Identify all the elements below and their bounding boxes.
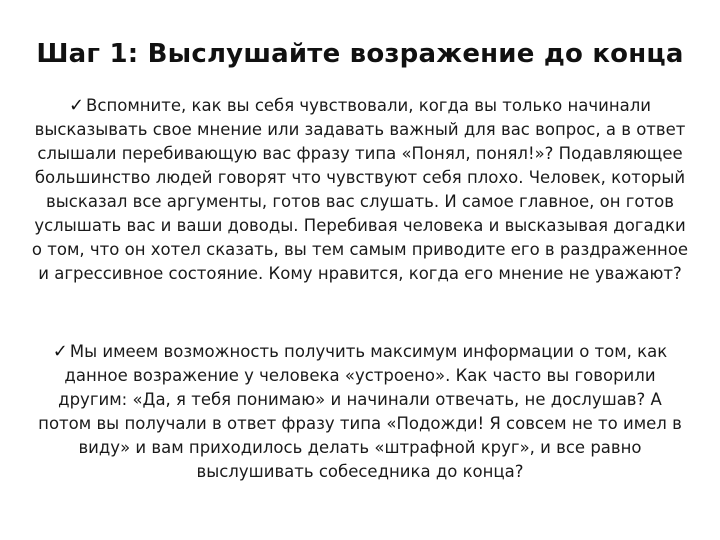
- bullet-text-1: Вспомните, как вы себя чувствовали, когда вы только начинали высказывать свое мнение или задавать важный для вас вопрос, а в ответ слышали перебивающую вас фразу типа «Понял, понял!»? Подавляющее большинство людей говорят что чувствуют себя плохо. Человек, который высказал все аргументы, готов вас слушать. И самое главное, он готов услышать вас и ваши доводы. Перебивая человека и высказывая догадки о том, что он хотел сказать, вы тем самым приводите его в раздраженное и агрессивное состояние. Кому нравится, когда его мнение не уважают?: [31, 96, 689, 283]
- checkmark-icon: ✓: [52, 341, 68, 362]
- slide-title: Шаг 1: Выслушайте возражение до конца: [36, 39, 684, 69]
- bullet-text-2: Мы имеем возможность получить максимум информации о том, как данное возражение у человека «устроено». Как часто вы говорили другим: «Да, я тебя понимаю» и начинали отвечать, не дослушав? А потом вы получали в ответ фразу типа «Подожди! Я совсем не то имел в виду» и вам приходилось делать «штрафной круг», и все равно выслушивать собеседника до конца?: [38, 342, 682, 481]
- checkmark-icon: ✓: [68, 95, 85, 116]
- bullet-paragraph-1: [30, 94, 690, 286]
- bullet-paragraph-2: [30, 340, 690, 484]
